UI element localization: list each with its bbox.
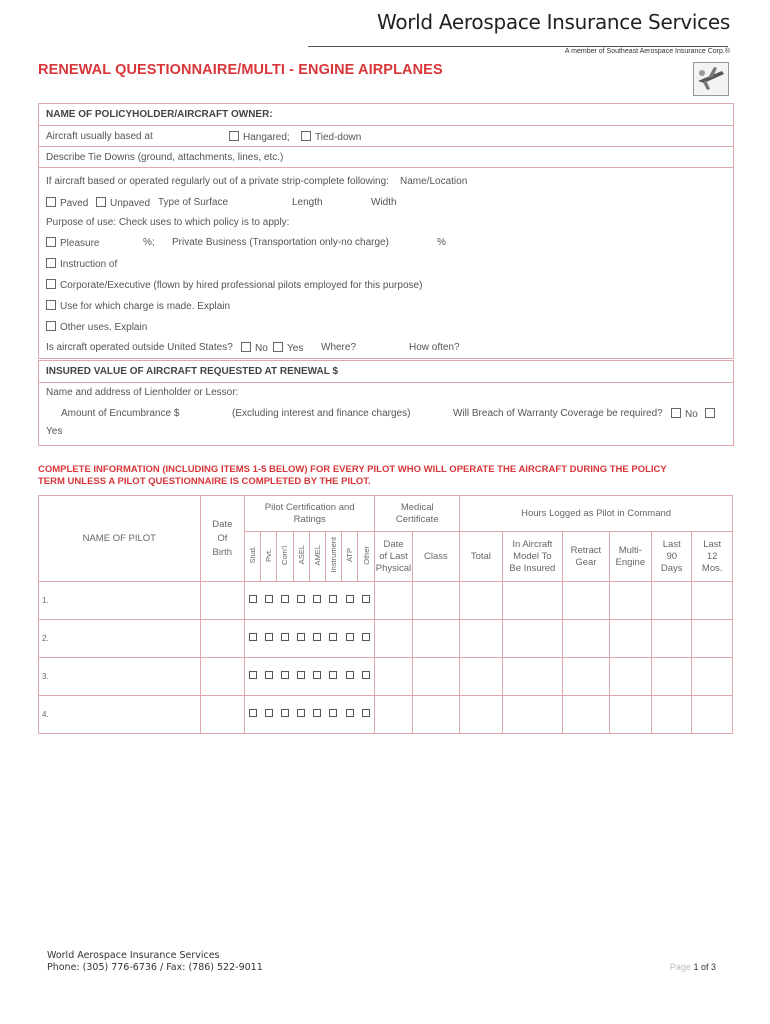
cert-cell: [293, 582, 309, 620]
medical-date-header: Date of Last Physical: [375, 532, 412, 582]
pilot-name-cell[interactable]: 2.: [39, 620, 201, 658]
cert-cell: [245, 658, 261, 696]
corporate-checkbox[interactable]: [46, 279, 56, 289]
pilot-data-cell[interactable]: [412, 658, 459, 696]
breach-yes-option[interactable]: [705, 408, 719, 420]
private-business-label: Private Business (Transportation only-no charge): [172, 237, 389, 248]
name-location-label: Name/Location: [400, 176, 468, 187]
pilot-data-cell[interactable]: [692, 696, 733, 734]
cert-checkbox[interactable]: [265, 633, 273, 641]
cert-cell: [293, 658, 309, 696]
pilot-data-cell[interactable]: [563, 658, 609, 696]
cert-cell: [309, 696, 325, 734]
cert-checkbox[interactable]: [329, 671, 337, 679]
cert-cell: [325, 696, 341, 734]
cert-cell: [261, 620, 277, 658]
cert-cell: [309, 620, 325, 658]
breach-no-checkbox[interactable]: [671, 408, 681, 418]
cert-header: Pilot Certification and Ratings: [245, 496, 375, 532]
cert-cell: [341, 658, 357, 696]
pleasure-checkbox[interactable]: [46, 237, 56, 247]
tied-down-checkbox[interactable]: [301, 131, 311, 141]
cert-col-amel: AMEL: [309, 532, 325, 582]
pilot-data-cell[interactable]: [609, 582, 651, 620]
cert-cell: [261, 582, 277, 620]
cert-checkbox[interactable]: [329, 633, 337, 641]
pilot-data-cell[interactable]: [375, 582, 412, 620]
pilot-data-cell[interactable]: [609, 620, 651, 658]
width-label: Width: [371, 197, 397, 208]
insured-value-section: [38, 360, 734, 446]
cert-cell: [261, 696, 277, 734]
cert-checkbox[interactable]: [346, 633, 354, 641]
pilot-table: [38, 495, 733, 734]
cert-checkbox[interactable]: [281, 595, 289, 603]
header-rule: [308, 46, 728, 47]
encumbrance-label: Amount of Encumbrance $: [61, 408, 180, 419]
pilot-data-cell[interactable]: [652, 582, 692, 620]
cert-col-asel: ASEL: [293, 532, 309, 582]
breach-yes-checkbox[interactable]: [705, 408, 715, 418]
pilot-data-cell[interactable]: [375, 620, 412, 658]
page-number: Page 1 of 3: [669, 962, 716, 972]
cert-checkbox[interactable]: [249, 633, 257, 641]
last-12-months-header: Last 12 Mos.: [692, 532, 733, 582]
pilot-data-cell[interactable]: [563, 696, 609, 734]
corporate-option[interactable]: Corporate/Executive (flown by hired professional pilots employed for this purpose): [46, 279, 422, 291]
aircraft-info-section: [38, 103, 734, 359]
pleasure-option[interactable]: Pleasure: [46, 237, 99, 249]
other-uses-checkbox[interactable]: [46, 321, 56, 331]
pilot-data-cell[interactable]: [692, 658, 733, 696]
cert-cell: [358, 620, 375, 658]
pilot-data-cell[interactable]: [460, 696, 502, 734]
paved-option[interactable]: Paved: [46, 197, 88, 209]
pilot-data-cell[interactable]: [460, 658, 502, 696]
outside-us-label: Is aircraft operated outside United States?: [46, 342, 233, 353]
cert-col-instrument: Instrument: [325, 532, 341, 582]
cert-col-other: Other: [358, 532, 375, 582]
purpose-label: Purpose of use: Check uses to which policy is to apply:: [46, 217, 290, 228]
pilot-name-cell[interactable]: 1.: [39, 582, 201, 620]
footer-company: World Aerospace Insurance Services: [47, 950, 220, 961]
cert-cell: [277, 696, 293, 734]
pilot-data-cell[interactable]: [609, 696, 651, 734]
pilot-data-cell[interactable]: [460, 620, 502, 658]
cert-checkbox[interactable]: [265, 709, 273, 717]
outside-us-yes-option[interactable]: Yes: [273, 342, 303, 354]
pilot-data-cell[interactable]: [412, 696, 459, 734]
hours-header: Hours Logged as Pilot in Command: [460, 496, 733, 532]
pilot-data-cell[interactable]: [692, 582, 733, 620]
pilot-notice: COMPLETE INFORMATION (INCLUDING ITEMS 1-5 BELOW) FOR EVERY PILOT WHO WILL OPERATE THE AIRCRAFT DURING THE POLICY TERM UNLESS A PILOT QUESTIONNAIRE IS COMPLETED BY THE PILOT.: [38, 464, 667, 487]
footer-contact: [47, 950, 263, 974]
cert-checkbox[interactable]: [362, 671, 370, 679]
plane-logo-icon: [694, 63, 728, 95]
cert-cell: [309, 582, 325, 620]
pilot-data-cell[interactable]: [609, 658, 651, 696]
instruction-option[interactable]: Instruction of: [46, 258, 117, 270]
cert-checkbox[interactable]: [281, 671, 289, 679]
cert-checkbox[interactable]: [297, 633, 305, 641]
breach-yes-label: Yes: [46, 426, 63, 437]
private-strip-label: If aircraft based or operated regularly out of a private strip-complete following:: [46, 176, 389, 187]
pilot-dob-cell[interactable]: [200, 658, 244, 696]
cert-cell: [261, 658, 277, 696]
where-label: Where?: [321, 342, 357, 353]
cert-checkbox[interactable]: [313, 633, 321, 641]
cert-cell: [358, 582, 375, 620]
medical-class-header: Class: [412, 532, 459, 582]
cert-cell: [277, 658, 293, 696]
pilot-data-cell[interactable]: [375, 658, 412, 696]
outside-us-no-option[interactable]: No: [241, 342, 268, 354]
cert-cell: [309, 658, 325, 696]
pilot-dob-cell[interactable]: [200, 620, 244, 658]
unpaved-option[interactable]: Unpaved: [96, 197, 150, 209]
form-title: RENEWAL QUESTIONNAIRE/MULTI - ENGINE AIRPLANES: [38, 62, 443, 78]
policyholder-label: NAME OF POLICYHOLDER/AIRCRAFT OWNER:: [46, 109, 273, 120]
business-percent: %: [437, 237, 446, 248]
surface-type-label: Type of Surface: [158, 197, 229, 208]
member-note: A member of Southeast Aerospace Insurance Corp.®: [564, 48, 730, 55]
pilot-row: [39, 696, 733, 734]
pilot-data-cell[interactable]: [412, 620, 459, 658]
cert-checkbox[interactable]: [346, 671, 354, 679]
in-aircraft-header: In Aircraft Model To Be Insured: [502, 532, 563, 582]
pilot-row: [39, 620, 733, 658]
cert-checkbox[interactable]: [329, 709, 337, 717]
cert-cell: [358, 658, 375, 696]
cert-checkbox[interactable]: [313, 595, 321, 603]
pilot-data-cell[interactable]: [375, 696, 412, 734]
pilot-name-cell[interactable]: 4.: [39, 696, 201, 734]
cert-cell: [325, 620, 341, 658]
lienholder-label: Name and address of Lienholder or Lessor:: [46, 387, 239, 398]
cert-cell: [325, 582, 341, 620]
insured-value-label: INSURED VALUE OF AIRCRAFT REQUESTED AT RENEWAL $: [46, 366, 339, 377]
pilot-data-cell[interactable]: [412, 582, 459, 620]
cert-checkbox[interactable]: [281, 633, 289, 641]
dob-header: Date Of Birth: [200, 496, 244, 582]
pilot-data-cell[interactable]: [563, 582, 609, 620]
pilot-data-cell[interactable]: [652, 658, 692, 696]
cert-checkbox[interactable]: [313, 709, 321, 717]
footer-phone: Phone: (305) 776-6736 / Fax: (786) 522-9011: [47, 962, 263, 973]
cert-checkbox[interactable]: [297, 671, 305, 679]
pilot-name-cell[interactable]: 3.: [39, 658, 201, 696]
pilot-data-cell[interactable]: [502, 658, 563, 696]
cert-cell: [245, 696, 261, 734]
breach-label: Will Breach of Warranty Coverage be required?: [453, 408, 663, 419]
pilot-data-cell[interactable]: [502, 620, 563, 658]
cert-checkbox[interactable]: [249, 595, 257, 603]
cert-checkbox[interactable]: [362, 595, 370, 603]
paved-checkbox[interactable]: [46, 197, 56, 207]
hangared-checkbox[interactable]: [229, 131, 239, 141]
breach-no-option[interactable]: No: [671, 408, 698, 420]
pilot-row: [39, 658, 733, 696]
pilot-data-cell[interactable]: [652, 620, 692, 658]
cert-checkbox[interactable]: [281, 709, 289, 717]
cert-col-stud: Stud.: [245, 532, 261, 582]
company-logo: [693, 62, 729, 96]
cert-cell: [293, 696, 309, 734]
cert-col-atp: ATP: [341, 532, 357, 582]
cert-checkbox[interactable]: [313, 671, 321, 679]
cert-cell: [245, 620, 261, 658]
retract-gear-header: Retract Gear: [563, 532, 609, 582]
cert-cell: [293, 620, 309, 658]
cert-cell: [341, 582, 357, 620]
outside-us-yes-checkbox[interactable]: [273, 342, 283, 352]
tie-downs-label: Describe Tie Downs (ground, attachments, lines, etc.): [46, 152, 284, 163]
pilot-data-cell[interactable]: [502, 696, 563, 734]
total-hours-header: Total: [460, 532, 502, 582]
medical-header: Medical Certificate: [375, 496, 460, 532]
hangared-option[interactable]: Hangared;: [229, 131, 290, 143]
pilot-data-cell[interactable]: [563, 620, 609, 658]
cert-checkbox[interactable]: [265, 595, 273, 603]
charge-option[interactable]: Use for which charge is made. Explain: [46, 300, 230, 312]
cert-cell: [325, 658, 341, 696]
excluding-label: (Excluding interest and finance charges): [232, 408, 411, 419]
pleasure-percent: %;: [143, 237, 155, 248]
unpaved-checkbox[interactable]: [96, 197, 106, 207]
cert-checkbox[interactable]: [265, 671, 273, 679]
tied-down-option[interactable]: Tied-down: [301, 131, 361, 143]
cert-checkbox[interactable]: [297, 595, 305, 603]
pilot-data-cell[interactable]: [502, 582, 563, 620]
instruction-checkbox[interactable]: [46, 258, 56, 268]
cert-col-coml: Com'l: [277, 532, 293, 582]
pilot-data-cell[interactable]: [460, 582, 502, 620]
cert-cell: [341, 620, 357, 658]
cert-cell: [277, 620, 293, 658]
cert-cell: [358, 696, 375, 734]
cert-checkbox[interactable]: [346, 709, 354, 717]
cert-checkbox[interactable]: [249, 709, 257, 717]
last-90-days-header: Last 90 Days: [652, 532, 692, 582]
pilot-dob-cell[interactable]: [200, 582, 244, 620]
charge-checkbox[interactable]: [46, 300, 56, 310]
name-of-pilot-header: NAME OF PILOT: [39, 496, 201, 582]
cert-checkbox[interactable]: [346, 595, 354, 603]
pilot-dob-cell[interactable]: [200, 696, 244, 734]
cert-cell: [341, 696, 357, 734]
how-often-label: How often?: [409, 342, 460, 353]
length-label: Length: [292, 197, 323, 208]
cert-cell: [245, 582, 261, 620]
pilot-data-cell[interactable]: [652, 696, 692, 734]
cert-col-pvt: Pvt.: [261, 532, 277, 582]
cert-checkbox[interactable]: [249, 671, 257, 679]
multi-engine-header: Multi- Engine: [609, 532, 651, 582]
cert-checkbox[interactable]: [329, 595, 337, 603]
other-uses-option[interactable]: Other uses. Explain: [46, 321, 147, 333]
pilot-row: [39, 582, 733, 620]
cert-checkbox[interactable]: [362, 709, 370, 717]
company-name: World Aerospace Insurance Services: [377, 10, 730, 34]
cert-cell: [277, 582, 293, 620]
cert-checkbox[interactable]: [297, 709, 305, 717]
based-at-label: Aircraft usually based at: [46, 131, 153, 142]
outside-us-no-checkbox[interactable]: [241, 342, 251, 352]
cert-checkbox[interactable]: [362, 633, 370, 641]
pilot-data-cell[interactable]: [692, 620, 733, 658]
